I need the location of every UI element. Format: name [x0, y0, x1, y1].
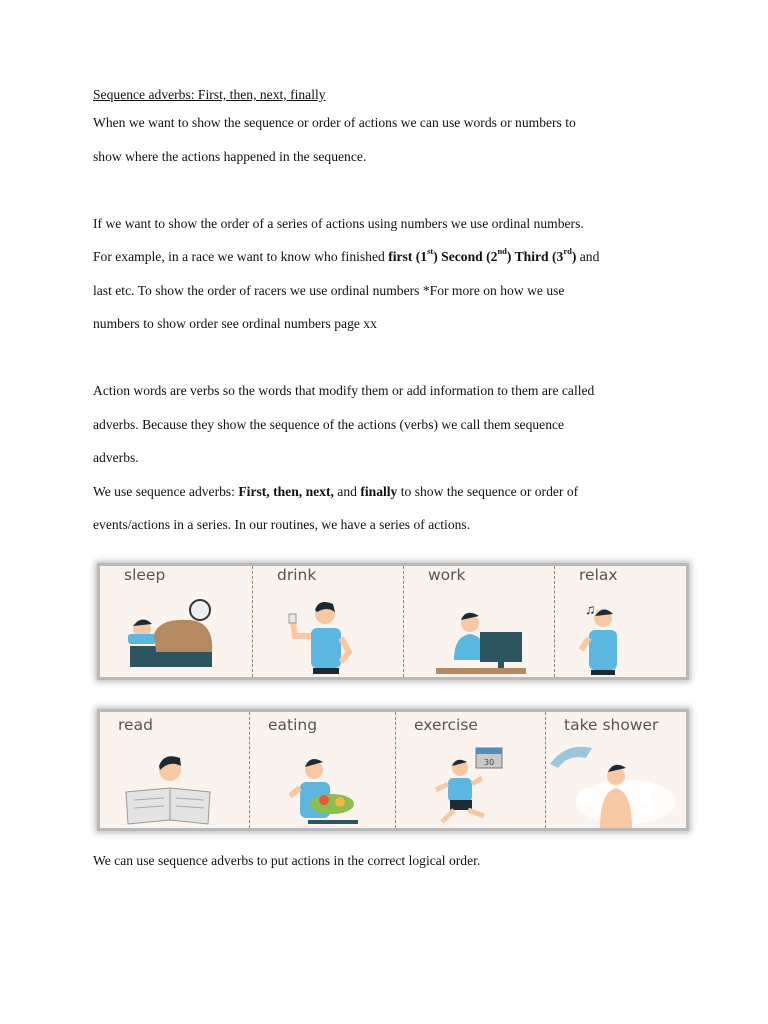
paragraph-3-line-3: adverbs. [93, 450, 139, 465]
read-illustration [100, 712, 250, 828]
text-span: first (1 [388, 249, 428, 264]
routine-card-relax [555, 566, 686, 677]
paragraph-3-line-1: Action words are verbs so the words that modify them or add information to them are called [93, 383, 595, 398]
card-label: read [118, 716, 153, 734]
exercise-illustration [396, 712, 546, 828]
card-label: take shower [564, 716, 659, 734]
paragraph-2-line-3: last etc. To show the order of racers we use ordinal numbers *For more on how we use [93, 282, 565, 298]
calendar-icon [476, 748, 502, 768]
drink-illustration [253, 566, 404, 677]
card-label: eating [268, 716, 318, 734]
sup-nd: nd [497, 246, 507, 257]
calendar-day: 30 [484, 758, 495, 767]
paragraph-4-line-2: events/actions in a series. In our routines, we have a series of actions. [93, 517, 471, 532]
paragraph-4-line-1 [93, 475, 683, 509]
work-illustration [404, 566, 555, 677]
closing-sentence: We can use sequence adverbs to put actions in the correct logical order. [93, 853, 481, 868]
text-span: and [576, 249, 600, 264]
relax-illustration [555, 566, 686, 677]
text-span: and [333, 483, 361, 499]
routine-card-exercise [396, 712, 546, 828]
paragraph-3-line-2: adverbs. Because they show the sequence of the actions (verbs) we call them sequence [93, 416, 565, 432]
shower-head-icon [550, 747, 592, 768]
card-label: relax [579, 566, 618, 584]
routine-card-eating [250, 712, 396, 828]
sup-st: st [427, 246, 434, 257]
shower-illustration [546, 712, 686, 828]
routine-card-take-shower [546, 712, 686, 828]
text-span: We use sequence adverbs: [93, 483, 239, 499]
paragraph-1-line-2: show where the actions happened in the sequence. [93, 148, 367, 164]
card-label: exercise [414, 716, 478, 734]
card-label: drink [277, 566, 317, 584]
ordinal-first [388, 246, 577, 264]
card-label: sleep [124, 566, 166, 584]
sup-rd: rd [563, 246, 572, 257]
text-span: ) Third (3 [506, 249, 564, 264]
bold-adverbs: First, then, next, [238, 483, 334, 499]
routine-card-read [100, 712, 250, 828]
sleep-illustration [100, 566, 253, 677]
routine-card-work [404, 566, 555, 677]
eating-illustration [250, 712, 396, 828]
routine-card-sleep [100, 566, 253, 677]
text-span: to show the sequence or order of [397, 483, 579, 499]
paragraph-2-line-2 [93, 240, 683, 274]
text-span: ) Second (2 [433, 249, 498, 264]
paragraph-2-line-1: If we want to show the order of a series of actions using numbers we use ordinal numbers. [93, 215, 584, 231]
text-span: ) [571, 249, 577, 264]
card-label: work [428, 566, 466, 584]
clock-icon [190, 600, 210, 620]
music-note-icon: ♫ [585, 603, 596, 618]
paragraph-2-line-4: numbers to show order see ordinal numbers page xx [93, 316, 377, 331]
document-body [93, 84, 683, 542]
routine-strip-1 [97, 563, 689, 680]
bold-finally: finally [360, 483, 398, 499]
text-span: For example, in a race we want to know who finished [93, 249, 389, 264]
paragraph-1-line-1: When we want to show the sequence or order of actions we can use words or numbers to [93, 115, 576, 130]
routine-strip-2 [97, 709, 689, 831]
page-title: Sequence adverbs: First, then, next, finally [93, 87, 326, 102]
routine-card-drink [253, 566, 404, 677]
